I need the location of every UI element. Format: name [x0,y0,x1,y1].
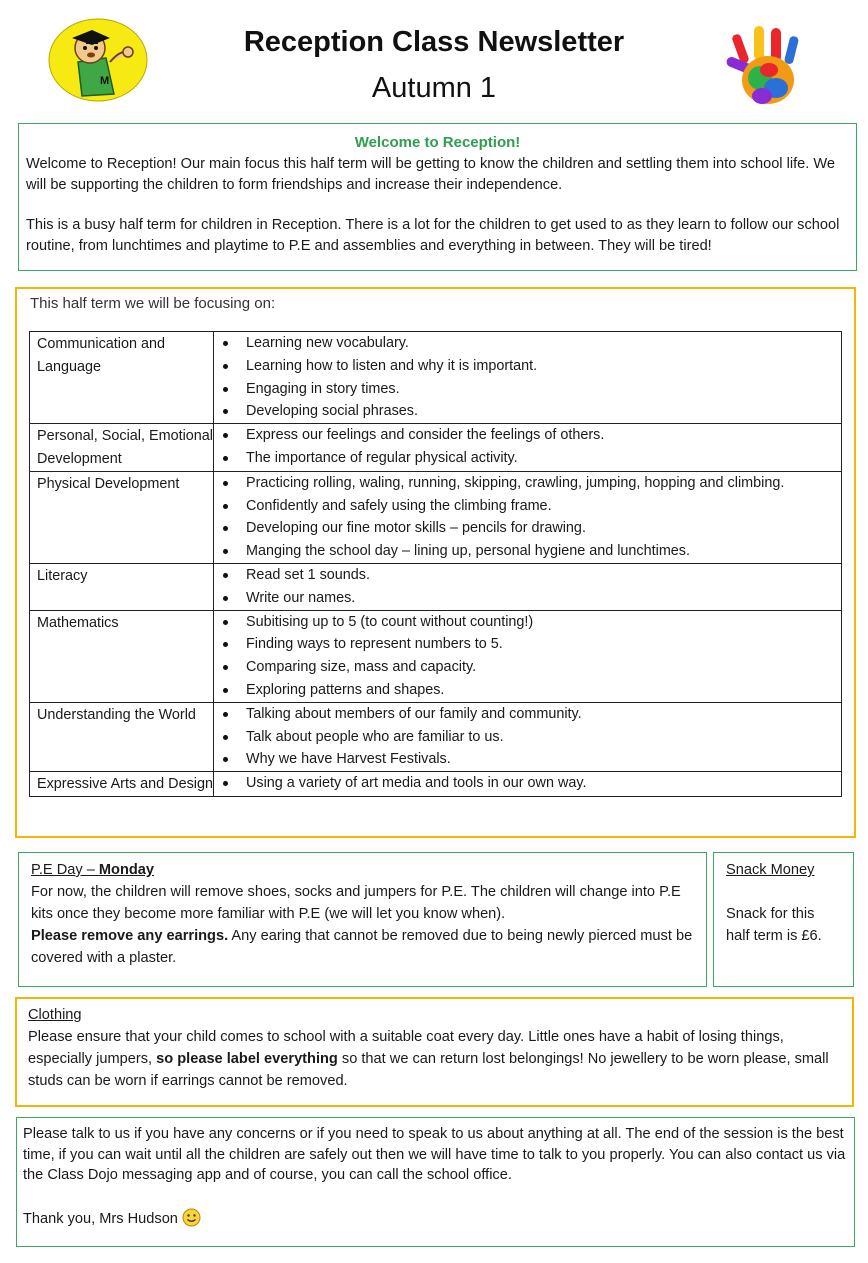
pe-heading [31,859,694,881]
focus-bullet-list [217,564,841,610]
focus-bullet-item: Read set 1 sounds. [217,564,841,587]
snack-section [713,852,854,987]
focus-items [214,424,842,472]
focus-area: Expressive Arts and Design [30,772,214,797]
focus-bullet-item: Express our feelings and consider the feelings of others. [217,424,841,447]
focus-bullet-item: Subitising up to 5 (to count without counting!) [217,611,841,634]
focus-bullet-item: Talking about members of our family and community. [217,703,841,726]
focus-row [30,471,842,563]
focus-bullet-item: Using a variety of art media and tools in our own way. [217,772,841,795]
focus-area: Personal, Social, Emotional Development [30,424,214,472]
focus-bullet-item: Confidently and safely using the climbing frame. [217,495,841,518]
focus-bullet-list [217,772,841,795]
focus-items [214,563,842,610]
focus-items [214,610,842,702]
focus-bullet-item: The importance of regular physical activity. [217,447,841,470]
page-title: Reception Class Newsletter [243,26,625,58]
focus-row [30,424,842,472]
pe-earrings-bold: Please remove any earrings. [31,928,229,944]
welcome-paragraph-2: This is a busy half term for children in Reception. There is a lot for the children to get used to as they learn to follow our school routine, from lunchtimes and playtime to P.E and assemblies and everything in between. They will be tired! [26,217,840,254]
focus-bullet-list [217,332,841,423]
pe-earrings-text: Any earing that cannot be removed due to being newly pierced must be covered with a plaster. [31,928,693,966]
focus-area: Literacy [30,563,214,610]
focus-bullet-item: Finding ways to represent numbers to 5. [217,633,841,656]
welcome-heading: Welcome to Reception! [354,134,521,151]
closing-text: Please talk to us if you have any concerns or if you need to speak to us about anything at all. The end of the session is the best time, if you can wait until all the children are safely out then we will have time to talk to you properly. You can also contact us via the Class Dojo messaging app and of course, you can call the school office. [23,1126,846,1184]
closing-section [16,1117,855,1247]
welcome-paragraph-1: Welcome to Reception! Our main focus this half term will be getting to know the children and settling them into school life. We will be supporting the children to form friendships and increase their independence. [26,156,835,193]
focus-items [214,702,842,771]
clothing-text-1: Please ensure that your child comes to school with a suitable coat every day. Little ones have a habit of losing things, especially jumpers, [28,1029,784,1067]
focus-row [30,563,842,610]
painted-handprint-icon [724,22,816,114]
clothing-section [15,997,854,1107]
pe-section [18,852,707,987]
clothing-text-2: so that we can return lost belongings! No jewellery to be worn please, small studs can be worn if earrings cannot be removed. [28,1051,829,1089]
focus-intro: This half term we will be focusing on: [30,295,276,312]
focus-items [214,772,842,797]
focus-bullet-list [217,472,841,563]
pe-heading-prefix: P.E Day – [31,862,99,878]
snack-heading: Snack Money [726,862,815,878]
focus-area: Physical Development [30,471,214,563]
focus-area: Mathematics [30,610,214,702]
focus-bullet-item: Developing our fine motor skills – pencils for drawing. [217,517,841,540]
focus-area: Communication and Language [30,332,214,424]
focus-area: Understanding the World [30,702,214,771]
focus-row [30,332,842,424]
focus-bullet-list [217,703,841,771]
focus-bullet-list [217,424,841,470]
page-subtitle: Autumn 1 [371,72,497,104]
pe-earrings-note [31,925,694,969]
focus-items [214,471,842,563]
focus-row [30,702,842,771]
focus-bullet-item: Engaging in story times. [217,378,841,401]
focus-bullet-list [217,611,841,702]
focus-bullet-item: Practicing rolling, waling, running, skipping, crawling, jumping, hopping and climbing. [217,472,841,495]
focus-row [30,772,842,797]
focus-section [15,287,856,838]
focus-row [30,610,842,702]
pe-text: For now, the children will remove shoes, socks and jumpers for P.E. The children will change into P.E kits once they become more familiar with P.E (we will let you know when). [31,884,681,922]
welcome-section [18,123,857,271]
snack-text: Snack for this half term is £6. [726,906,822,944]
clothing-heading: Clothing [28,1007,82,1023]
focus-bullet-item: Developing social phrases. [217,400,841,423]
closing-signoff [23,1208,848,1230]
focus-bullet-item: Talk about people who are familiar to us. [217,726,841,749]
pe-heading-day: Monday [98,862,155,878]
smiley-face-icon [182,1208,201,1227]
focus-bullet-item: Learning how to listen and why it is important. [217,355,841,378]
focus-bullet-item: Comparing size, mass and capacity. [217,656,841,679]
focus-bullet-item: Write our names. [217,587,841,610]
focus-bullet-item: Why we have Harvest Festivals. [217,748,841,771]
focus-bullet-item: Learning new vocabulary. [217,332,841,355]
signoff-text: Thank you, Mrs Hudson [23,1211,178,1228]
focus-items [214,332,842,424]
focus-bullet-item: Exploring patterns and shapes. [217,679,841,702]
clothing-text [28,1026,841,1092]
focus-bullet-item: Manging the school day – lining up, personal hygiene and lunchtimes. [217,540,841,563]
clothing-bold: so please label everything [156,1051,338,1067]
svg-text:M: M [100,75,110,87]
focus-table [29,331,842,797]
